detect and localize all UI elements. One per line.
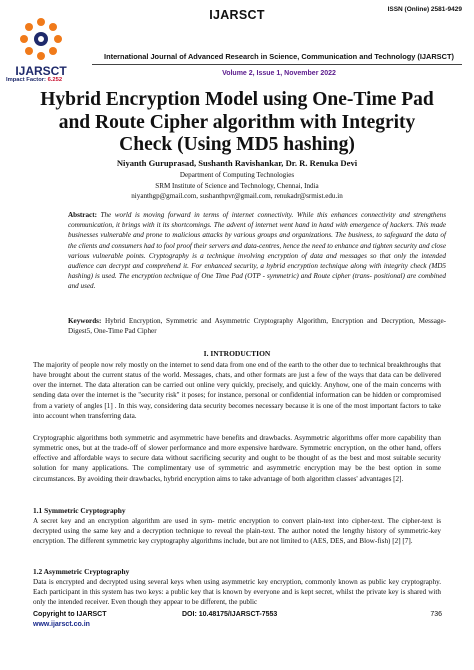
section-heading-introduction: I. INTRODUCTION xyxy=(203,349,271,358)
intro-paragraph-2: Cryptographic algorithms both symmetric and asymmetric have benefits and drawbacks. Asymmetric algorithms offer more capability than symmetric ones, but at the trade-off of slower performance and more expensive hardware. Symmetric encryption, on the other hand, offers effective and affordable ways to secure data without sacrificing security and ought to be thought of as the best and most suitable security solution for many applications. The complimentary use of symmetric and asymmetric encryption may be the best option in some circumstances. By avoiding their drawbacks, hybrid encryption aims to take advantage of both algorithm classes' advantages [2]. xyxy=(33,434,441,483)
subsection-heading-asymmetric: 1.2 Asymmetric Cryptography xyxy=(33,567,130,576)
keywords-label: Keywords: xyxy=(68,317,102,325)
issn-label: ISSN (Online) 2581-9429 xyxy=(387,6,462,13)
logo-emblem-icon xyxy=(20,18,62,60)
abstract-label: Abstract: xyxy=(68,211,97,219)
affiliation-institute: SRM Institute of Science and Technology, Chennai, India xyxy=(155,181,319,190)
asymmetric-paragraph: Data is encrypted and decrypted using several keys when using asymmetric key encryption, commonly known as public key cryptography. Each participant in this system has two keys: a public key that is known by everyone and is kept secret, whilst the private key is shared with only the intended receiver. Even though they appear to be different, the public xyxy=(33,578,441,607)
paper-authors: Niyanth Guruprasad, Sushanth Ravishankar, Dr. R. Renuka Devi xyxy=(116,158,358,168)
affiliation-department: Department of Computing Technologies xyxy=(179,171,295,179)
volume-issue: Volume 2, Issue 1, November 2022 xyxy=(222,70,336,77)
footer-doi[interactable]: DOI: 10.48175/IJARSCT-7553 xyxy=(182,611,278,618)
affiliation-emails: niyanthgp@gmail.com, sushanthpvr@gmail.com, renukadr@srmist.edu.in xyxy=(131,192,343,200)
abstract xyxy=(68,210,446,292)
keywords-text: Hybrid Encryption, Symmetric and Asymmetric Cryptography Algorithm, Encryption and Decryption, Message- Digest5, One-Time Pad Cipher xyxy=(68,317,446,336)
impact-factor-label: Impact Factor: xyxy=(6,77,46,83)
keywords xyxy=(68,316,446,336)
header-divider xyxy=(92,64,462,65)
journal-short-title: IJARSCT xyxy=(209,8,265,22)
impact-factor-value: 6.252 xyxy=(47,77,63,83)
footer-website-link[interactable]: www.ijarsct.co.in xyxy=(33,621,90,628)
author-affiliation xyxy=(0,170,474,202)
journal-full-title: International Journal of Advanced Research in Science, Communication and Technology (IJARSCT) xyxy=(104,52,454,61)
abstract-text: The world is moving forward in terms of internet connectivity. While this enhances connectivity and strengthens communication, it brings with it its shortcomings. The advent of internet went hand in hand with emergence of hackers. This made businesses vulnerable and prone to malicious attacks by various groups and organizations. The business, to safeguard the data of the clients and consumers had to fool proof their servers and data-centres, hence the need to enhance and tighten security and close various vulnerable points. Cryptography is a technique involving encryption of data and messages so that only the intended audience can decrypt and comprehend it. For enhanced security, a hybrid encryption technique along with integrity check (MD5 hashing) is used. The encryption technique of One Time Pad (OTP - symmetric) and Route cipher (trans- positional) are combined and used. xyxy=(68,211,446,291)
logo-text: IJARSCT xyxy=(15,64,67,78)
intro-paragraph-1: The majority of people now rely mostly on the internet to send data from one end of the earth to the other due to technical breakthroughs that have brought about the current status of the world. Messages, chats, and other formats are just a few of the ways that data can be delivered over the internet. The data alteration can be carried out online very quickly, precisely, and quickly. Anyhow, one of the main concerns with sending data over the internet is the "security risk" it poses; for instance, personal or confidential information can be hidden or compromised from a variety of angles [1] . In this way, considering data security becomes necessary because it is one of the most important factors to take into account when transferring data. xyxy=(33,361,441,420)
symmetric-paragraph: A secret key and an encryption algorithm are used in sym- metric encryption to convert plain-text into cipher-text. The cipher-text is decrypted using the same key and a decryption technique to reveal the plain-text. The author noted the lengthy history of symmetric-key encryption. The different symmetric key cryptography algorithms include, but are not limited to (AES, DES, and Blow-fish) [2] [7]. xyxy=(33,517,441,546)
footer-copyright: Copyright to IJARSCT xyxy=(33,611,107,618)
subsection-heading-symmetric: 1.1 Symmetric Cryptography xyxy=(33,506,126,515)
footer-page-number: 736 xyxy=(430,611,442,618)
paper-title: Hybrid Encryption Model using One-Time Pad and Route Cipher algorithm with Integrity Check (Using MD5 hashing) xyxy=(40,89,434,155)
impact-factor xyxy=(6,77,62,83)
